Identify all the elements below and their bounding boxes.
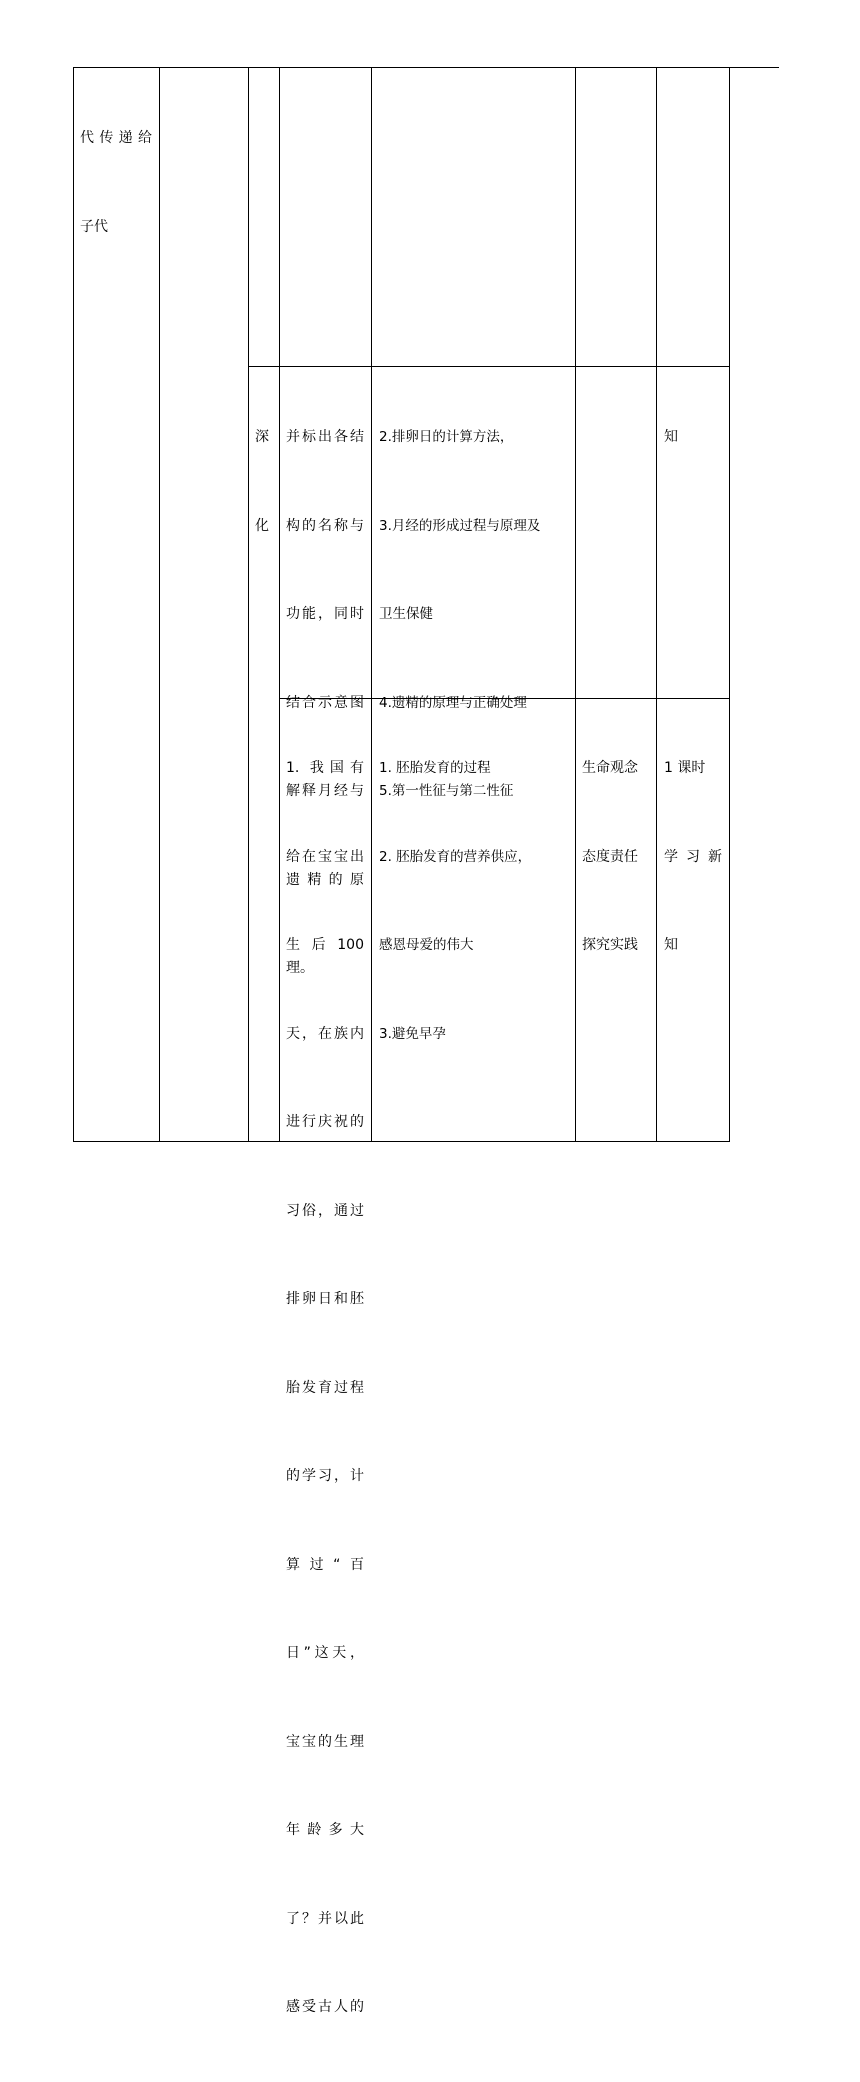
text-line: 理。 [286, 960, 314, 976]
col-border-8 [729, 67, 730, 1142]
literacy-cell [582, 695, 652, 1020]
text-line: 1 课时 [664, 760, 706, 776]
topic-cell [80, 65, 152, 301]
text-line: 遗精的原 [286, 871, 364, 888]
text-line: 宝宝的生理 [286, 1733, 364, 1750]
text-line: 习俗，通过 [286, 1202, 364, 1219]
col-border-6 [575, 67, 576, 1142]
text-line: 深 [255, 429, 269, 445]
text-line: 生命观念 [582, 760, 638, 776]
text-line: 给在宝宝出 [286, 848, 364, 865]
col-border-1 [73, 67, 74, 1142]
text-line: 代传递给 [80, 130, 152, 146]
text-line: 卫生保健 [379, 606, 433, 622]
content-cell [379, 695, 571, 1108]
text-line: 2. 胚胎发育的营养供应， [379, 848, 532, 865]
text-line: 1. 我国有 [286, 760, 364, 776]
time-cell [664, 695, 722, 1020]
col-border-3 [248, 67, 249, 1142]
text-line: 算过“百 [286, 1556, 364, 1573]
bottom-rule [73, 1141, 730, 1142]
text-line: 5.第一性征与第二性征 [379, 783, 514, 799]
text-line: 构的名称与 [286, 517, 364, 534]
time-cell [664, 364, 724, 512]
text-line: 探究实践 [582, 937, 638, 953]
text-line: 3.避免早孕 [379, 1025, 446, 1042]
text-line: 4.遗精的原理与正确处理 [379, 694, 527, 711]
col-border-2 [159, 67, 160, 1142]
text-line: 态度责任 [582, 848, 638, 865]
text-line: 排卵日和胚 [286, 1291, 364, 1307]
text-line: 并标出各结 [286, 429, 364, 445]
text-line: 知 [664, 937, 678, 953]
text-line: 进行庆祝的 [286, 1114, 364, 1130]
text-line: 知 [664, 429, 678, 445]
stage-cell [255, 364, 275, 600]
text-line: 日”这天， [286, 1645, 364, 1661]
text-line: 功能，同时 [286, 606, 364, 622]
col-border-5 [371, 67, 372, 1142]
text-line: 3.月经的形成过程与原理及 [379, 517, 541, 534]
activity-cell [286, 695, 364, 2082]
text-line: 1. 胚胎发育的过程 [379, 760, 491, 776]
text-line: 2.排卵日的计算方法， [379, 429, 514, 445]
text-line: 了？并以此 [286, 1910, 364, 1927]
text-line: 年龄多大 [286, 1822, 364, 1838]
text-line: 感受古人的 [286, 1999, 364, 2015]
text-line: 子代 [80, 218, 108, 235]
text-line: 学习新 [664, 848, 722, 865]
text-line: 解释月经与 [286, 783, 364, 799]
top-rule [73, 67, 779, 68]
text-line: 生 后 100 [286, 937, 364, 953]
text-line: 的学习，计 [286, 1468, 364, 1484]
text-line: 结合示意图 [286, 694, 364, 711]
col-border-7 [656, 67, 657, 1142]
text-line: 感恩母爱的伟大 [379, 937, 474, 953]
col-border-4 [279, 67, 280, 1142]
text-line: 天，在族内 [286, 1025, 364, 1042]
text-line: 胎发育过程 [286, 1379, 364, 1396]
text-line: 化 [255, 517, 269, 534]
